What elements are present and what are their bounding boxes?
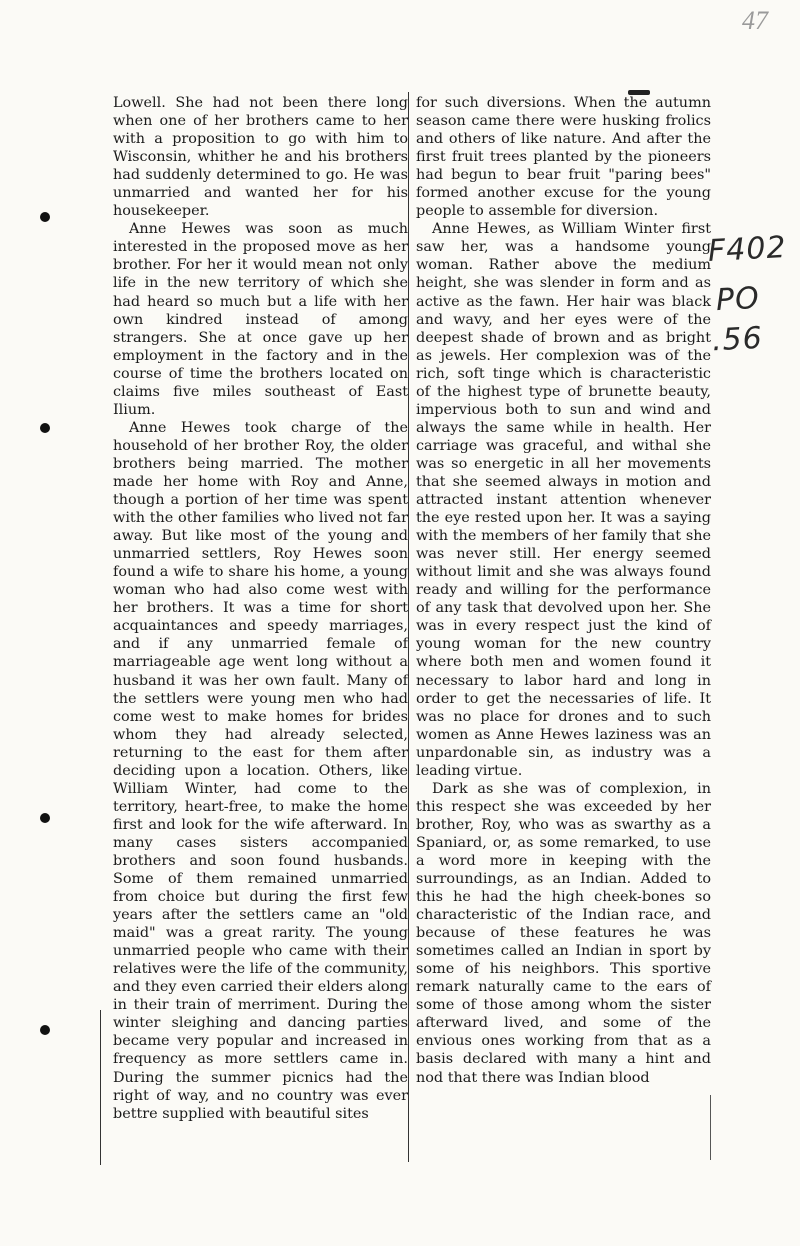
paragraph: Anne Hewes, as William Winter first saw her, was a handsome young woman. Rather above the medium height, she was slender in form and as active as the fawn. Her hair was black and wavy, and her eyes were of the deepest shade of brown and as bright as jewels. Her complexion was of the rich, soft tinge which is characteristic of the highest type of brunette beauty, impervious both to sun and wind and always the same while in health. Her carriage was graceful, and withal she was so energetic in all her movements that she seemed always in motion and attracted instant attention whenever the eye rested upon her. It was a saying with the members of her family that she was never still. Her energy seemed without limit and she was always found ready and willing for the performance of any task that devolved upon her. She was in every respect just the kind of young woman for the new country where both men and women found it necessary to labor hard and long in order to get the necessaries of life. It was no place for drones and to such women as Anne Hewes laziness was an unpardonable sin, as industry was a leading virtue. [416,221,711,779]
paragraph: Dark as she was of complexion, in this respect she was exceeded by her brother, Roy, who was as swarthy as a Spaniard, or, as some remarked, to use a word more in keeping with the surroundings, as an Indian. Added to this he had the high cheek-bones so characteristic of the Indian race, and because of these features he was sometimes called an Indian in sport by some of his neighbors. This sportive remark naturally came to the ears of some of those among whom the sister afterward lived, and some of the envious ones working from that as a basis declared with many a hint and nod that there was Indian blood [416,780,711,1086]
binder-hole-icon [40,212,50,222]
column-divider [408,92,409,1162]
binder-hole-icon [40,423,50,433]
binder-hole-icon [40,1025,50,1035]
margin-rule [710,1095,711,1160]
page-number: 47 [742,6,768,35]
paragraph: for such diversions. When the autumn season came there were husking frolics and others of like nature. And after the first fruit trees planted by the pioneers had begun to bear fruit "paring bees" formed another excuse for the young people to assemble for diversion. [416,95,711,220]
right-column [416,94,711,1087]
binder-hole-icon [40,813,50,823]
paragraph: Anne Hewes took charge of the household of her brother Roy, the older brothers being married. The mother made her home with Roy and Anne, though a portion of her time was spent with the other families who lived not far away. But like most of the young and unmarried settlers, Roy Hewes soon found a wife to share his home, a young woman who had also come west with her brothers. It was a time for short acquaintances and speedy marriages, and if any unmarried female of marriageable age went long without a husband it was her own fault. Many of the settlers were young men who had come west to make homes for brides whom they had already selected, returning to the east for them after deciding upon a location. Others, like William Winter, had come to the territory, heart-free, to make the home first and look for the wife afterward. In many cases sisters accompanied brothers and soon found husbands. Some of them remained unmarried from choice but during the first few years after the settlers came an "old maid" was a great rarity. The young unmarried people who came with their relatives were the life of the community, and they even carried their elders along in their train of merriment. During the winter sleighing and dancing parties became very popular and increased in frequency as more settlers came in. During the summer picnics had the right of way, and no country was ever bettre supplied with beautiful sites [113,419,408,1122]
paragraph: Anne Hewes was soon as much interested in the proposed move as her brother. For her it would mean not only life in the new territory of which she had heard so much but a life with her own kindred instead of among strangers. She at once gave up her employment in the factory and in the course of time the brothers located on claims five miles southeast of East Ilium. [113,221,408,418]
paragraph: Lowell. She had not been there long when one of her brothers came to her with a proposition to go with him to Wisconsin, whither he and his brothers had suddenly determined to go. He was unmarried and wanted her for his housekeeper. [113,95,408,220]
handwritten-note: PO [715,280,761,319]
margin-rule [100,1010,101,1165]
left-column [113,94,408,1123]
handwritten-note: .56 [711,320,764,359]
handwritten-note: F402 [707,229,788,270]
